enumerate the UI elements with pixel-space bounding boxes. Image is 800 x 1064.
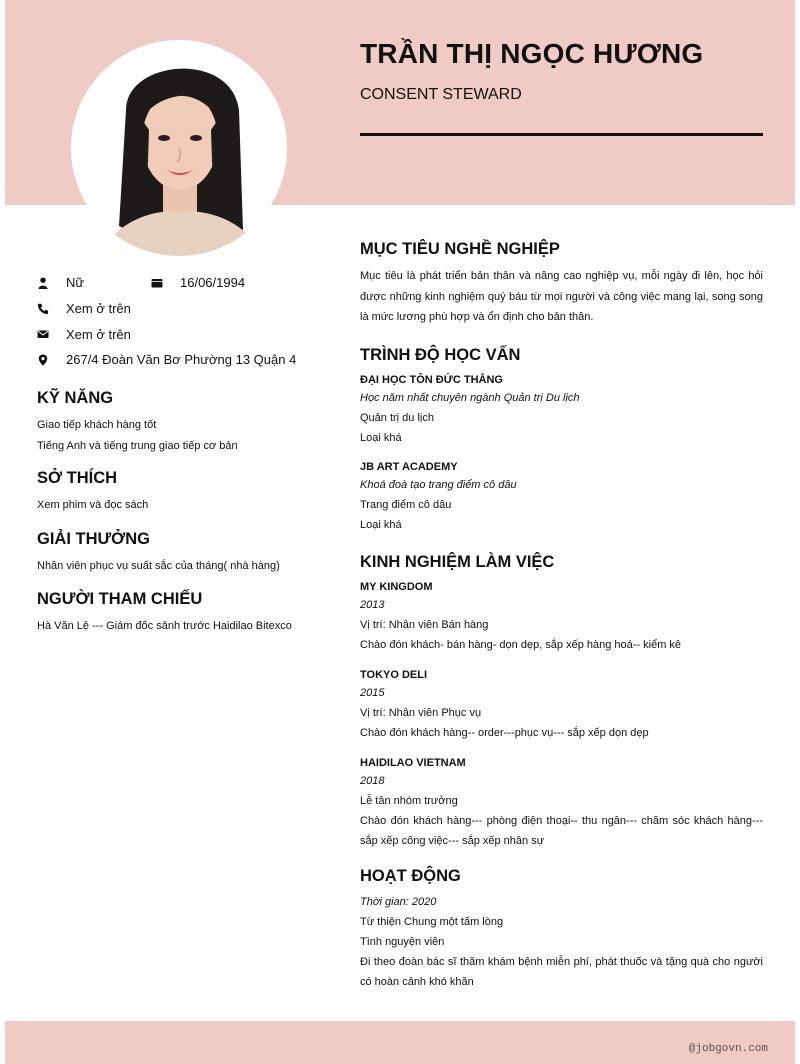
phone-value: Xem ở trên bbox=[66, 301, 131, 317]
experience-year: 2018 bbox=[360, 774, 385, 787]
experience-line: Chào đón khách- bán hàng- dọn dẹp, sắp xếp hàng hoá-- kiểm kê bbox=[360, 638, 682, 651]
references-section bbox=[37, 590, 327, 637]
footer-website: @jobgovn.com bbox=[688, 1043, 768, 1055]
objective-heading: MỤC TIÊU NGHỀ NGHIỆP bbox=[360, 240, 560, 258]
hobby-item: Xem phim và đọc sách bbox=[37, 498, 149, 511]
experience-entry bbox=[360, 579, 763, 655]
education-line: Trang điểm cô dâu bbox=[360, 498, 452, 511]
experience-entry bbox=[360, 667, 763, 743]
email-icon bbox=[37, 328, 49, 340]
experience-heading: KINH NGHIỆM LÀM VIỆC bbox=[360, 552, 555, 571]
address-row bbox=[37, 347, 327, 373]
hobbies-heading: SỞ THÍCH bbox=[37, 468, 118, 487]
location-icon bbox=[37, 354, 49, 366]
experience-year: 2015 bbox=[360, 686, 385, 699]
experience-section bbox=[360, 553, 763, 851]
education-heading: TRÌNH ĐỘ HỌC VẤN bbox=[360, 345, 521, 364]
experience-company: MY KINGDOM bbox=[360, 580, 433, 593]
education-entry bbox=[360, 459, 763, 535]
education-program: Khoá đoà tạo trang điểm cô dâu bbox=[360, 478, 517, 491]
award-item: Nhân viên phục vụ suất sắc của tháng( nhà hàng) bbox=[37, 559, 280, 572]
activities-section bbox=[360, 867, 763, 992]
header-divider bbox=[360, 133, 763, 136]
calendar-icon bbox=[151, 277, 163, 289]
education-entry bbox=[360, 372, 763, 448]
objective-text: Mục tiêu là phát triển bản thân và nâng cao nghiệp vụ, mỗi ngày đi lên, học hỏi được những kinh nghiệm quý báu từ mọi người và công việc mang lại, song song là mức lương phù hợp và ổn định cho bản thân. bbox=[360, 270, 763, 323]
skills-section bbox=[37, 389, 327, 457]
candidate-name: TRẦN THỊ NGỌC HƯƠNG bbox=[360, 38, 704, 69]
experience-company: TOKYO DELI bbox=[360, 668, 428, 681]
right-column bbox=[360, 240, 763, 992]
education-school: ĐẠI HỌC TÔN ĐỨC THẮNG bbox=[360, 373, 503, 386]
objective-section bbox=[360, 240, 763, 328]
experience-line: Vị trí: Nhân viên Bán hàng bbox=[360, 618, 489, 631]
email-value: Xem ở trên bbox=[66, 326, 131, 342]
dob-value: 16/06/1994 bbox=[180, 275, 246, 291]
profile-photo bbox=[71, 40, 287, 256]
left-column bbox=[37, 270, 327, 637]
education-school: JB ART ACADEMY bbox=[360, 460, 458, 473]
activity-line: Tình nguyện viên bbox=[360, 935, 445, 948]
activity-time: Thời gian: 2020 bbox=[360, 895, 437, 908]
activities-heading: HOẠT ĐỘNG bbox=[360, 866, 461, 885]
education-section bbox=[360, 346, 763, 535]
activity-line: Từ thiện Chung một tấm lòng bbox=[360, 915, 504, 928]
skills-heading: KỸ NĂNG bbox=[37, 388, 114, 407]
references-heading: NGƯỜI THAM CHIẾU bbox=[37, 589, 203, 608]
phone-icon bbox=[37, 303, 49, 315]
user-icon bbox=[37, 277, 49, 289]
experience-company: HAIDILAO VIETNAM bbox=[360, 756, 466, 769]
reference-item: Hà Văn Lệ --- Giám đốc sảnh trước Haidilao Bitexco bbox=[37, 619, 292, 632]
education-line: Quản trị du lịch bbox=[360, 411, 434, 424]
experience-line: Lễ tân nhóm trưởng bbox=[360, 794, 458, 807]
hobbies-section bbox=[37, 469, 327, 516]
phone-row bbox=[37, 296, 327, 322]
activity-entry bbox=[360, 893, 763, 992]
awards-section bbox=[37, 530, 327, 577]
gender-dob-row bbox=[37, 270, 327, 296]
email-row bbox=[37, 321, 327, 347]
education-program: Học năm nhất chuyên ngành Quản trị Du lịch bbox=[360, 391, 580, 404]
experience-entry bbox=[360, 755, 763, 851]
profile-photo-illustration bbox=[71, 40, 287, 256]
gender-value: Nữ bbox=[66, 275, 85, 291]
education-line: Loại khá bbox=[360, 431, 402, 444]
skill-item: Giao tiếp khách hàng tốt bbox=[37, 418, 157, 431]
address-value: 267/4 Đoàn Văn Bơ Phường 13 Quận 4 bbox=[66, 352, 297, 368]
experience-line: Chào đón khách hàng--- phòng điện thoại-- thu ngân--- chăm sóc khách hàng--- sắp xếp công việc--- sắp xếp nhân sự bbox=[360, 814, 763, 847]
experience-line: Chào đón khách hàng-- order---phục vụ--- sắp xếp dọn dẹp bbox=[360, 726, 649, 739]
education-line: Loại khá bbox=[360, 518, 402, 531]
footer-band bbox=[5, 1021, 795, 1064]
skill-item: Tiếng Anh và tiếng trung giao tiếp cơ bản bbox=[37, 439, 238, 452]
awards-heading: GIẢI THƯỞNG bbox=[37, 529, 151, 548]
experience-year: 2013 bbox=[360, 598, 385, 611]
candidate-role: CONSENT STEWARD bbox=[360, 86, 522, 103]
experience-line: Vị trí: Nhân viên Phục vụ bbox=[360, 706, 482, 719]
activity-line: Đi theo đoàn bác sĩ thăm khám bệnh miễn phí, phát thuốc và tặng quà cho người có hoàn cảnh khó khăn bbox=[360, 955, 763, 988]
